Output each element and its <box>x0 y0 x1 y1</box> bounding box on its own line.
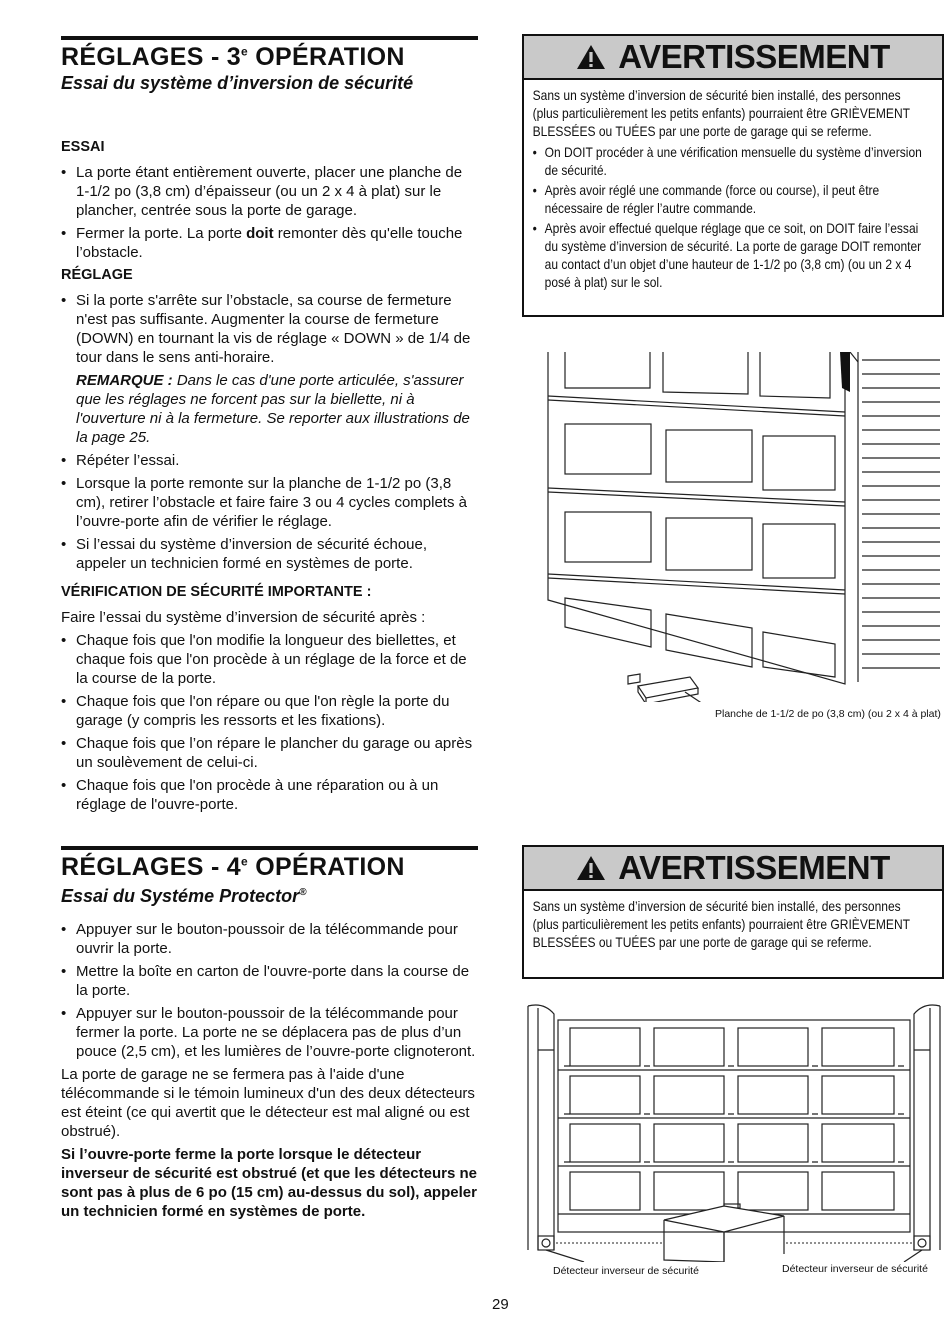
list-item: • Mettre la boîte en carton de l'ouvre-porte dans la course de la porte. <box>61 962 481 1000</box>
warning-intro: Sans un système d’inversion de sécurité bien installé, des personnes (plus particulièrement les petits enfants) pourraient être GRIÈVEMENT BLESSÉES ou TUÉES par une porte de garage qui se referme. <box>532 898 910 950</box>
warning-box-2 <box>522 845 944 979</box>
figure-2-caption-left: Détecteur inverseur de sécurité <box>553 1265 699 1277</box>
figure-door-with-sensors <box>524 1000 944 1262</box>
section-4-bold-paragraph: Si l’ouvre-porte ferme la porte lorsque le détecteur inverseur de sécurité est obstrué (et que les détecteurs ne sont pas à plus de 6 po (15 cm) au-dessus du sol), appeler un technicien formé en systèmes de porte. <box>61 1146 477 1220</box>
figure-door-with-board <box>540 352 940 702</box>
warning-triangle-icon <box>576 43 606 71</box>
list-item: • Appuyer sur le bouton-poussoir de la télécommande pour fermer la porte. La porte ne se déplacera pas de plus d’un pouce (2,5 cm), et les lumières de l’ouvre-porte clignoteront. <box>61 1004 481 1061</box>
remarque-note: REMARQUE : Dans le cas d'une porte articulée, s'assurer que les réglages ne forcent pas sur la biellette, ni à l'ouverture ni à la fermeture. Se reporter aux illustrations de la page 25. <box>76 372 470 446</box>
list-item: • Chaque fois que l’on répare le plancher du garage ou après un soulèvement de celui-ci. <box>61 734 479 772</box>
list-item: • Chaque fois que l'on répare ou que l'on règle la porte du garage (y compris les ressorts et les fixations). <box>61 692 479 730</box>
list-item: • On DOIT procéder à une vérification mensuelle du système d’inversion de sécurité. <box>533 143 929 179</box>
list-item: • Chaque fois que l'on modifie la longueur des biellettes, et chaque fois que l'on procède à un réglage de la force et de la course de la porte. <box>61 631 479 688</box>
section-4-body <box>61 920 481 1221</box>
figure-2-caption-right: Détecteur inverseur de sécurité <box>782 1263 928 1275</box>
verification-intro: Faire l’essai du système d’inversion de sécurité après : <box>61 609 426 626</box>
list-item: • Si la porte s'arrête sur l’obstacle, sa course de fermeture n'est pas suffisante. Augmenter la course de fermeture (DOWN) en tournant la vis de réglage « DOWN » de 1/4 de tour dans le sens anti-horaire. <box>61 291 479 367</box>
list-item: • Appuyer sur le bouton-poussoir de la télécommande pour ouvrir la porte. <box>61 920 481 958</box>
warning-header <box>524 847 942 891</box>
figure-1-caption: Planche de 1-1/2 de po (3,8 cm) (ou 2 x 4 à plat) <box>715 708 941 720</box>
warning-intro: Sans un système d’inversion de sécurité bien installé, des personnes (plus particulièrement les petits enfants) pourraient être GRIÈVEMENT BLESSÉES ou TUÉES par une porte de garage qui se referme. <box>532 87 910 139</box>
list-item: • Après avoir réglé une commande (force ou course), il peut être nécessaire de régler l’autre commande. <box>533 181 929 217</box>
list-item: • Fermer la porte. La porte doit remonter dès qu'elle touche l’obstacle. <box>61 224 479 262</box>
section-3-body <box>61 138 479 818</box>
section-4-rule <box>61 846 478 850</box>
list-item: • La porte étant entièrement ouverte, placer une planche de 1-1/2 po (3,8 cm) d’épaisseur (ou un 2 x 4 à plat) sur le plancher, centrée sous la porte de garage. <box>61 163 479 220</box>
list-item: • Si l’essai du système d’inversion de sécurité échoue, appeler un technicien formé en systèmes de porte. <box>61 535 479 573</box>
reglage-heading: RÉGLAGE <box>61 267 133 283</box>
section-3-subtitle: Essai du système d’inversion de sécurité <box>61 73 414 93</box>
list-item: • Lorsque la porte remonte sur la planche de 1-1/2 po (3,8 cm), retirer l’obstacle et faire faire 3 ou 4 cycles complets à l’ouvre-porte afin de vérifier le réglage. <box>61 474 479 531</box>
page-number: 29 <box>492 1296 509 1313</box>
warning-box-1 <box>522 34 944 317</box>
list-item: • Répéter l’essai. <box>61 451 479 470</box>
warning-body <box>524 80 937 301</box>
section-4-paragraph: La porte de garage ne se fermera pas à l'aide d'une télécommande si le témoin lumineux d'un des deux détecteurs est éteint (ce qui avertit que le détecteur est mal aligné ou est obstrué). <box>61 1066 475 1140</box>
warning-header <box>524 36 942 80</box>
section-3-title: RÉGLAGES - 3e OPÉRATION <box>61 43 405 71</box>
warning-triangle-icon <box>576 854 606 882</box>
warning-title: AVERTISSEMENT <box>618 38 890 75</box>
section-4-title: RÉGLAGES - 4e OPÉRATION <box>61 853 405 881</box>
section-3-rule <box>61 36 478 40</box>
verification-heading: VÉRIFICATION DE SÉCURITÉ IMPORTANTE : <box>61 584 372 600</box>
warning-title: AVERTISSEMENT <box>618 849 890 886</box>
section-4-subtitle: Essai du Systéme Protector® <box>61 886 307 906</box>
list-item: • Chaque fois que l'on procède à une réparation ou à un réglage de l'ouvre-porte. <box>61 776 479 814</box>
essai-heading: ESSAI <box>61 139 105 155</box>
warning-body <box>524 891 937 959</box>
list-item: • Après avoir effectué quelque réglage que ce soit, on DOIT faire l’essai du système d’inversion de sécurité. La porte de garage DOIT remonter au contact d’un objet d’une hauteur de 1-1/2 po (3,8 cm) (ou un 2 x 4 posé à plat) sur le sol. <box>533 219 929 291</box>
